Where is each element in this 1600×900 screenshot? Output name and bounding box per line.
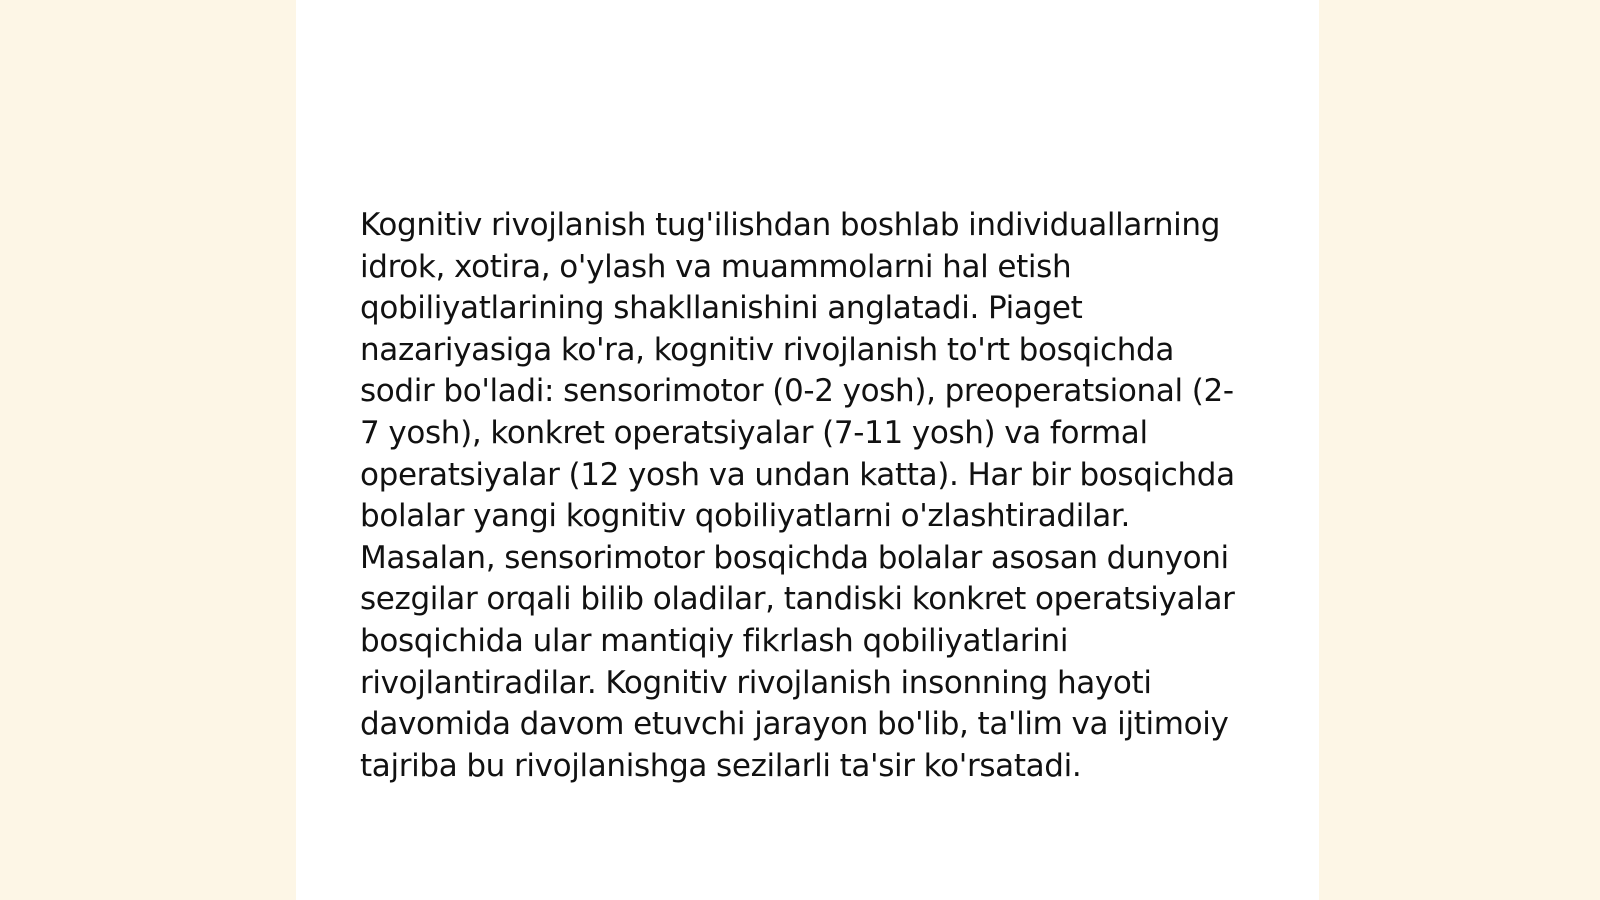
- body-paragraph: Kognitiv rivojlanish tug'ilishdan boshlab individuallarning idrok, xotira, o'ylash va muammolarni hal etish qobiliyatlarining shakllanishini anglatadi. Piaget nazariyasiga ko'ra, kognitiv rivojlanish to'rt bosqichda sodir bo'ladi: sensorimotor (0-2 yosh), preoperatsional (2-7 yosh), konkret operatsiyalar (7-11 yosh) va formal operatsiyalar (12 yosh va undan katta). Har bir bosqichda bolalar yangi kognitiv qobiliyatlarni o'zlashtiradilar. Masalan, sensorimotor bosqichda bolalar asosan dunyoni sezgilar orqali bilib oladilar, tandiski konkret operatsiyalar bosqichida ular mantiqiy fikrlash qobiliyatlarini rivojlantiradilar. Kognitiv rivojlanish insonning hayoti davomida davom etuvchi jarayon bo'lib, ta'lim va ijtimoiy tajriba bu rivojlanishga sezilarli ta'sir ko'rsatadi.: [360, 207, 1235, 784]
- document-page: [296, 0, 1319, 900]
